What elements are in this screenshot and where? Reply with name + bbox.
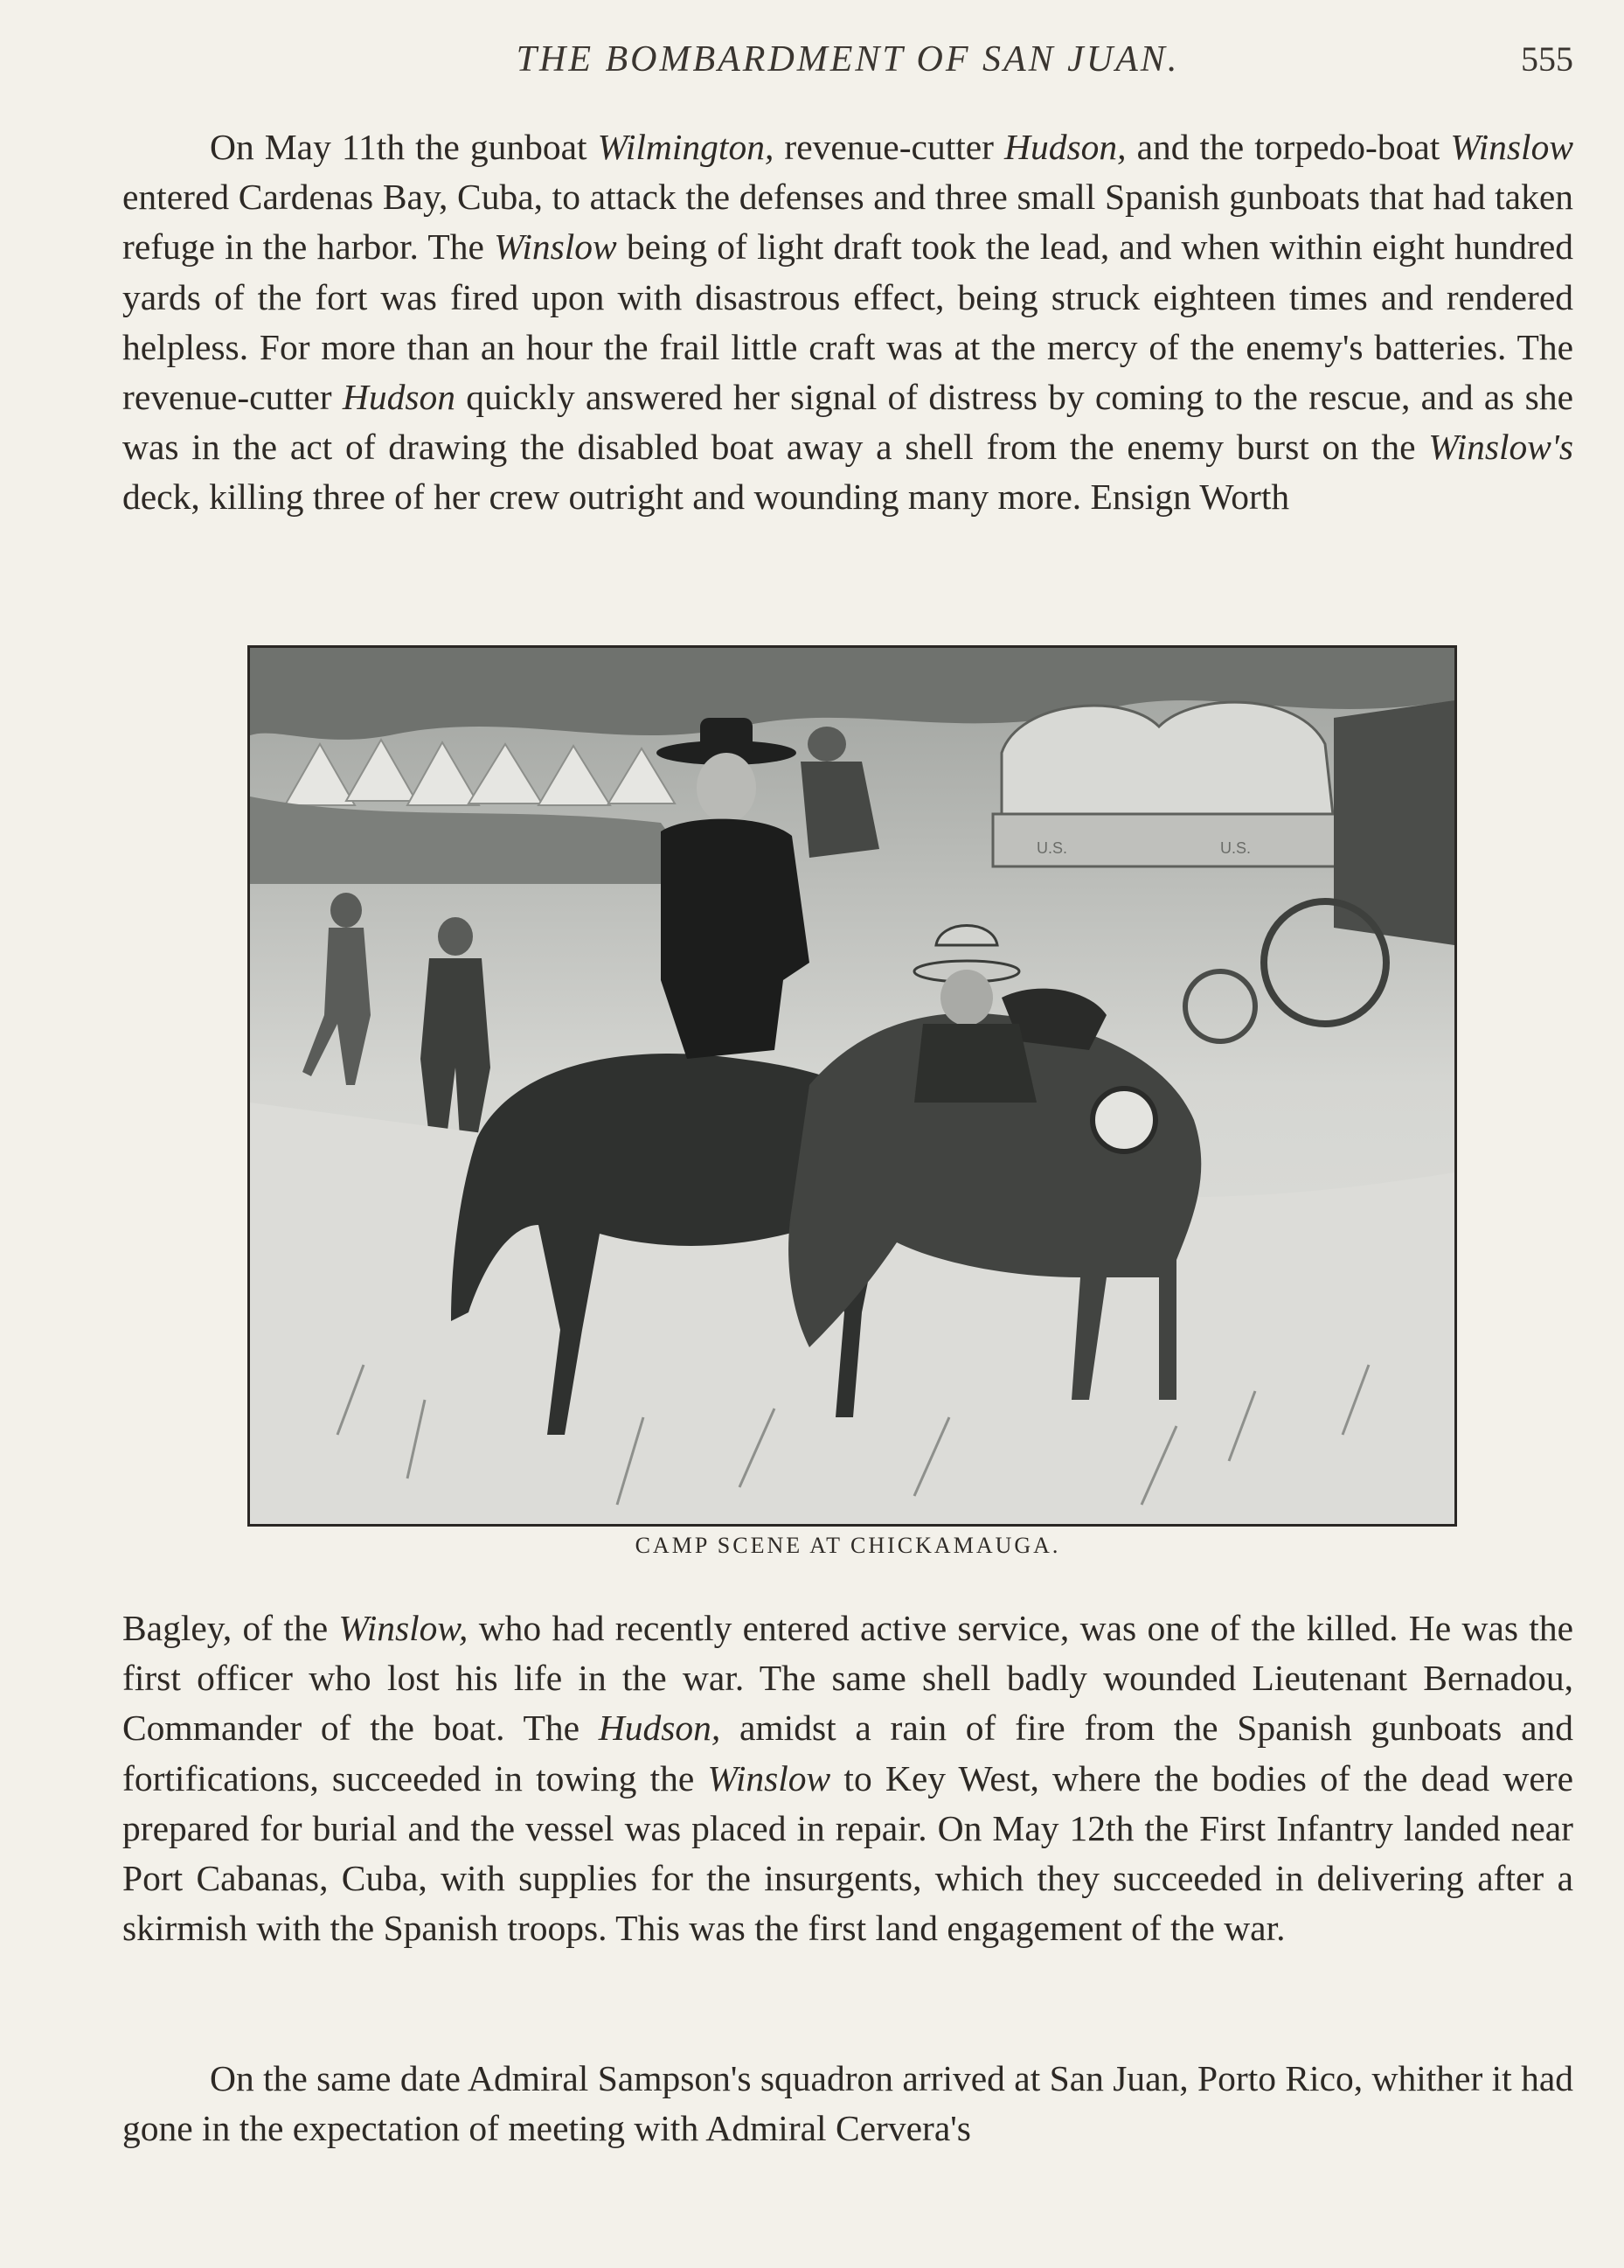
running-head	[122, 38, 1573, 91]
text-run: amidst a rain of fire from the Spanish gunboats and fortifications, succeeded in towing the	[122, 1708, 1573, 1798]
running-title: THE BOMBARDMENT OF SAN JUAN.	[516, 39, 1180, 80]
text-run: who had recently entered active service, was one of the killed. He was the first officer who lost his life in the war. The same shell badly wounded Lieutenant Bernadou, Commander of the boat. The	[122, 1608, 1573, 1749]
text-run: to Key West, where the bodies of the dead were prepared for burial and the vessel was placed in repair. On May 12th the First Infantry landed near Port Cabanas, Cuba, with supplies for the insurgents, which they succeeded in delivering after a skirmish with the Spanish troops. This was the first land engagement of the war.	[122, 1757, 1573, 1949]
ship-name: Winslow	[707, 1757, 831, 1798]
wagon-mark-1: U.S.	[1037, 839, 1068, 857]
ship-name: Hudson	[342, 377, 455, 418]
ship-name: Wilmington,	[597, 127, 774, 167]
ship-name: Winslow's	[1428, 427, 1573, 468]
text-run: and the torpedo-boat	[1126, 127, 1451, 167]
ship-name: Winslow,	[338, 1608, 468, 1648]
ship-name: Winslow	[1450, 127, 1573, 167]
figure-caption: CAMP SCENE AT CHICKAMAUGA.	[635, 1533, 1061, 1558]
paragraph-1	[122, 122, 1573, 523]
text-run: On May 11th the gunboat	[210, 127, 598, 167]
text-run: On the same date Admiral Sampson's squadron arrived at San Juan, Porto Rico, whither it had gone in the expectation of meeting with Admiral Cervera's	[122, 2058, 1573, 2149]
text-run: being of light draft took the lead, and when within eight hundred yards of the fort was fired upon with disastrous effect, being struck eighteen times and rendered helpless. For more than an hour the frail little craft was at the mercy of the enemy's batteries. The revenue-cutter	[122, 226, 1573, 418]
ship-name: Hudson,	[598, 1708, 721, 1749]
paragraph-2	[122, 1604, 1573, 1953]
paragraph-3	[122, 2054, 1573, 2153]
text-run: deck, killing three of her crew outright and wounding many more. Ensign Worth	[122, 477, 1290, 518]
illustration-svg	[250, 648, 1454, 1524]
text-run: revenue-cutter	[774, 127, 1005, 167]
page-number: 555	[1521, 39, 1573, 79]
text-run: entered Cardenas Bay, Cuba, to attack the defenses and three small Spanish gunboats that had taken refuge in the harbor. The	[122, 177, 1573, 268]
camp-scene-illustration	[247, 645, 1457, 1527]
text-run: quickly answered her signal of distress by coming to the rescue, and as she was in the act of drawing the disabled boat away a shell from the enemy burst on the	[122, 377, 1573, 468]
ship-name: Winslow	[494, 226, 617, 268]
wagon-mark-2: U.S.	[1220, 839, 1252, 857]
text-run: Bagley, of the	[122, 1608, 339, 1648]
ship-name: Hudson,	[1004, 127, 1127, 167]
